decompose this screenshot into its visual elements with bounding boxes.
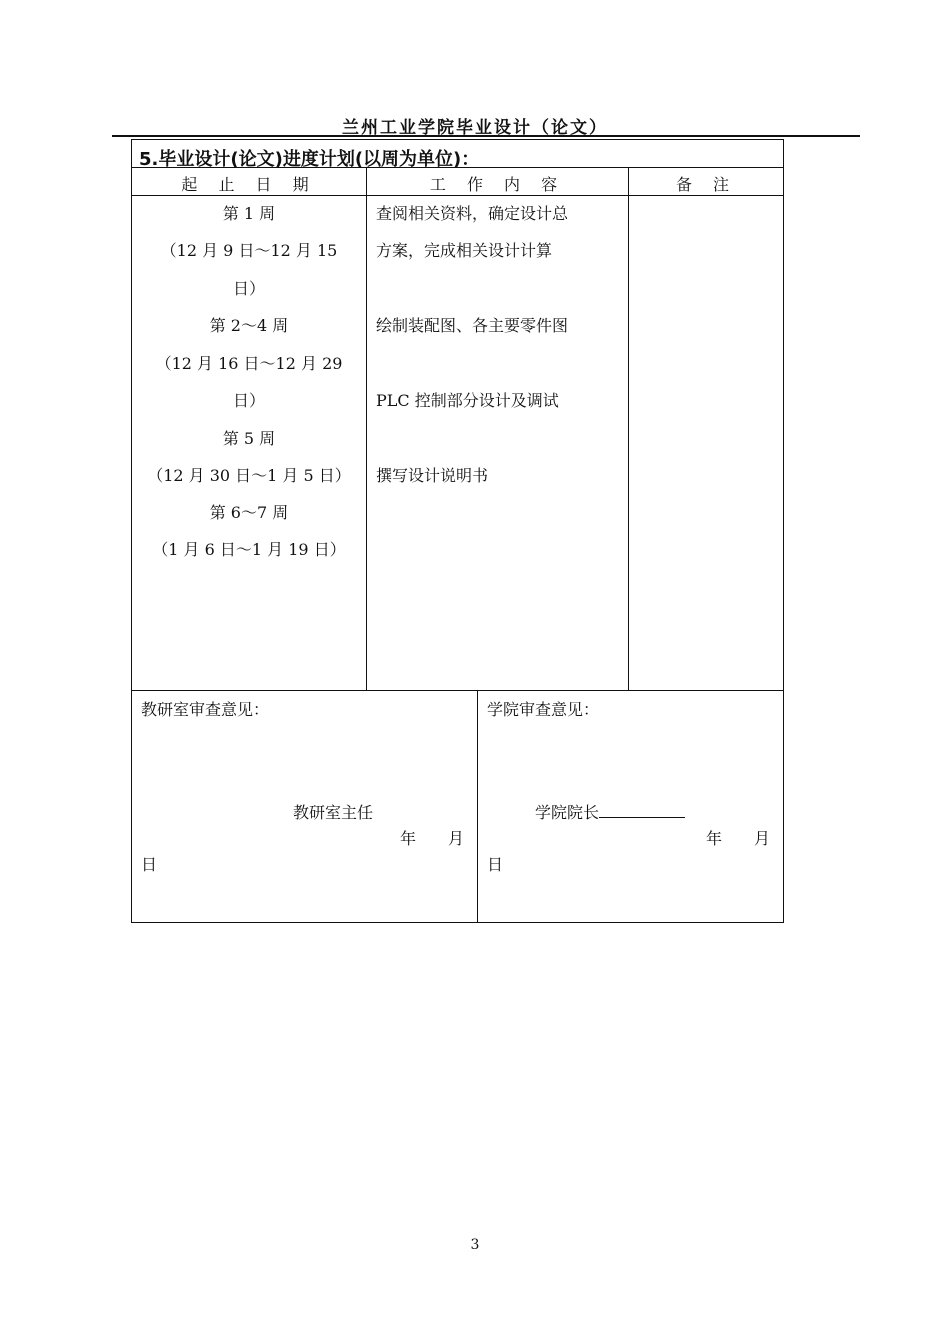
task-line: 查阅相关资料，确定设计总 [376, 204, 569, 223]
date-line: 日） [232, 279, 265, 298]
college-year-month: 年 月 [706, 829, 771, 848]
page-number: 3 [470, 1237, 480, 1253]
dept-review-label: 教研室审查意见： [141, 700, 270, 719]
review-table [131, 690, 784, 923]
date-line: （12 月 30 日～1 月 5 日） [147, 466, 351, 485]
task-line: 撰写设计说明书 [376, 466, 489, 485]
date-line: 第 2～4 周 [209, 316, 289, 335]
task-line: 绘制装配图、各主要零件图 [376, 316, 569, 335]
task-line: PLC 控制部分设计及调试 [376, 391, 559, 410]
date-line: 第 6～7 周 [209, 503, 289, 522]
task-line: 方案，完成相关设计计算 [376, 241, 553, 260]
header-title: 兰州工业学院毕业设计（论文） [342, 118, 608, 138]
date-line: 第 5 周 [222, 429, 276, 448]
section-title: 5.毕业设计(论文)进度计划(以周为单位)： [139, 149, 480, 170]
dept-year-month: 年 月 [400, 829, 465, 848]
date-line: 日） [232, 391, 265, 410]
dept-signer-label: 教研室主任 [293, 803, 374, 822]
col-divider-1 [366, 167, 367, 691]
header-rule [112, 135, 860, 137]
dept-day: 日 [141, 855, 158, 874]
college-signer [535, 800, 685, 823]
date-line: 第 1 周 [222, 204, 276, 223]
date-line: （12 月 16 日～12 月 29 [155, 354, 343, 373]
review-divider [477, 690, 478, 923]
college-review-label: 学院审查意见： [487, 700, 600, 719]
college-day: 日 [487, 855, 504, 874]
header-row-divider [131, 195, 784, 196]
column-header-date: 起 止 日 期 [181, 175, 317, 194]
column-header-remark: 备 注 [675, 175, 738, 194]
college-signer-label: 学院院长 [535, 803, 600, 822]
column-header-content: 工 作 内 容 [429, 175, 566, 194]
date-line: （1 月 6 日～1 月 19 日） [152, 540, 346, 559]
date-line: （12 月 9 日～12 月 15 [160, 241, 338, 260]
col-divider-2 [628, 167, 629, 691]
signature-blank[interactable] [599, 801, 685, 818]
